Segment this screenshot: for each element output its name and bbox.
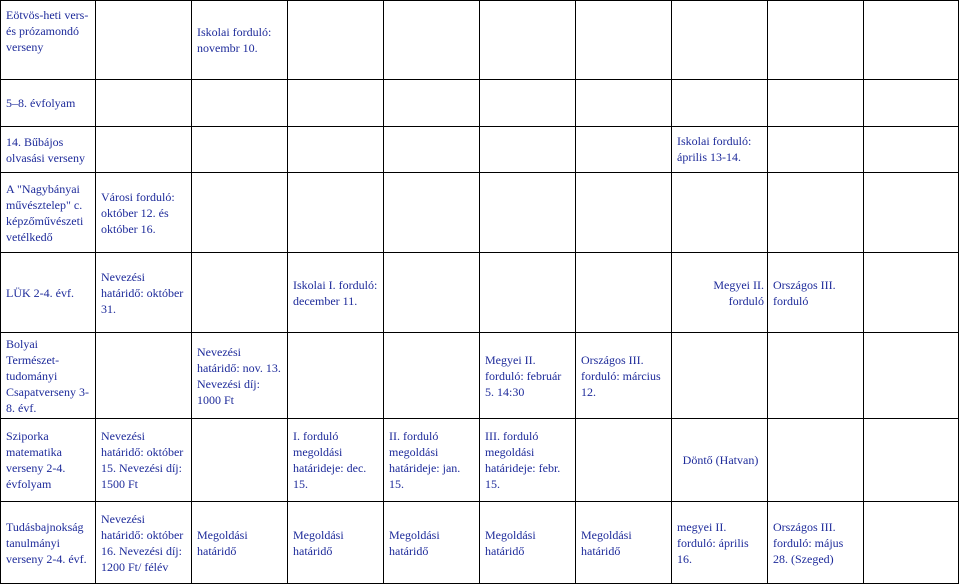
table-row <box>1 253 959 333</box>
table-cell: Országos III. forduló: május 28. (Szeged) <box>768 502 864 584</box>
table-cell <box>480 127 576 173</box>
table-cell <box>768 80 864 127</box>
table-cell: Megoldási határidő <box>480 502 576 584</box>
table-row <box>1 419 959 502</box>
table-cell <box>192 253 288 333</box>
table-cell <box>576 253 672 333</box>
table-cell: Nevezési határidő: október 31. <box>96 253 192 333</box>
table-cell <box>384 253 480 333</box>
table-cell <box>672 333 768 419</box>
table-cell: Eötvös-heti vers- és prózamondó verseny <box>1 1 96 80</box>
table-cell <box>480 80 576 127</box>
table-cell: A "Nagybányai művésztelep" c. képzőművészeti vetélkedő <box>1 173 96 253</box>
table-row <box>1 502 959 584</box>
table-cell <box>480 253 576 333</box>
table-cell <box>192 127 288 173</box>
table-row <box>1 333 959 419</box>
table-cell: Bolyai Természet-tudományi Csapatverseny 3-8. évf. <box>1 333 96 419</box>
table-cell <box>96 333 192 419</box>
table-cell: 5–8. évfolyam <box>1 80 96 127</box>
table-cell <box>576 80 672 127</box>
table-cell <box>384 333 480 419</box>
table-cell: Nevezési határidő: október 15. Nevezési díj: 1500 Ft <box>96 419 192 502</box>
table-row <box>1 80 959 127</box>
table-cell: Városi forduló: október 12. és október 16. <box>96 173 192 253</box>
table-cell <box>96 80 192 127</box>
table-cell <box>576 127 672 173</box>
table-cell: Döntő (Hatvan) <box>672 419 768 502</box>
table-cell <box>672 1 768 80</box>
table-cell <box>864 419 959 502</box>
table-cell: Országos III. forduló: március 12. <box>576 333 672 419</box>
table-cell <box>864 253 959 333</box>
table-cell: II. forduló megoldási határideje: jan. 15. <box>384 419 480 502</box>
table-cell: Megoldási határidő <box>384 502 480 584</box>
table-cell: Nevezési határidő: nov. 13. Nevezési díj: 1000 Ft <box>192 333 288 419</box>
table-cell <box>288 127 384 173</box>
table-row <box>1 127 959 173</box>
table-cell <box>288 80 384 127</box>
table-cell <box>864 502 959 584</box>
table-cell <box>864 1 959 80</box>
table-cell: LÜK 2-4. évf. <box>1 253 96 333</box>
table-cell: Megyei II. forduló: február 5. 14:30 <box>480 333 576 419</box>
table-cell <box>672 80 768 127</box>
table-cell <box>288 1 384 80</box>
table-cell <box>672 173 768 253</box>
table-row <box>1 173 959 253</box>
table-cell <box>384 173 480 253</box>
table-cell: Országos III. forduló <box>768 253 864 333</box>
table-cell: Sziporka matematika verseny 2-4. évfolyam <box>1 419 96 502</box>
table-cell <box>768 173 864 253</box>
table-cell: Tudásbajnokság tanulmányi verseny 2-4. évf. <box>1 502 96 584</box>
table-cell: Megoldási határidő <box>192 502 288 584</box>
table-cell: Megyei II. forduló <box>672 253 768 333</box>
table-cell <box>384 1 480 80</box>
table-cell <box>768 333 864 419</box>
table-cell <box>384 80 480 127</box>
table-cell <box>192 173 288 253</box>
table-cell <box>864 173 959 253</box>
table-cell: Iskolai forduló: novembr 10. <box>192 1 288 80</box>
table-cell <box>96 127 192 173</box>
table-cell: Iskolai I. forduló: december 11. <box>288 253 384 333</box>
table-cell <box>192 80 288 127</box>
table-cell <box>864 80 959 127</box>
table-cell: 14. Bűbájos olvasási verseny <box>1 127 96 173</box>
table-cell <box>384 127 480 173</box>
table-cell <box>288 333 384 419</box>
table-cell <box>864 333 959 419</box>
table-body <box>1 1 959 584</box>
table-cell <box>480 173 576 253</box>
table-cell: I. forduló megoldási határideje: dec. 15. <box>288 419 384 502</box>
table-cell <box>576 419 672 502</box>
table-row <box>1 1 959 80</box>
table-cell <box>192 419 288 502</box>
table-cell <box>768 127 864 173</box>
table-cell <box>768 1 864 80</box>
table-cell <box>768 419 864 502</box>
table-cell: Nevezési határidő: október 16. Nevezési díj: 1200 Ft/ félév <box>96 502 192 584</box>
table-cell <box>96 1 192 80</box>
table-cell <box>576 1 672 80</box>
table-cell <box>480 1 576 80</box>
table-cell <box>864 127 959 173</box>
table-cell: Iskolai forduló: április 13-14. <box>672 127 768 173</box>
table-cell: megyei II. forduló: április 16. <box>672 502 768 584</box>
table-cell: III. forduló megoldási határideje: febr. 15. <box>480 419 576 502</box>
table-cell <box>288 173 384 253</box>
table-cell: Megoldási határidő <box>288 502 384 584</box>
table-cell: Megoldási határidő <box>576 502 672 584</box>
table-cell <box>576 173 672 253</box>
